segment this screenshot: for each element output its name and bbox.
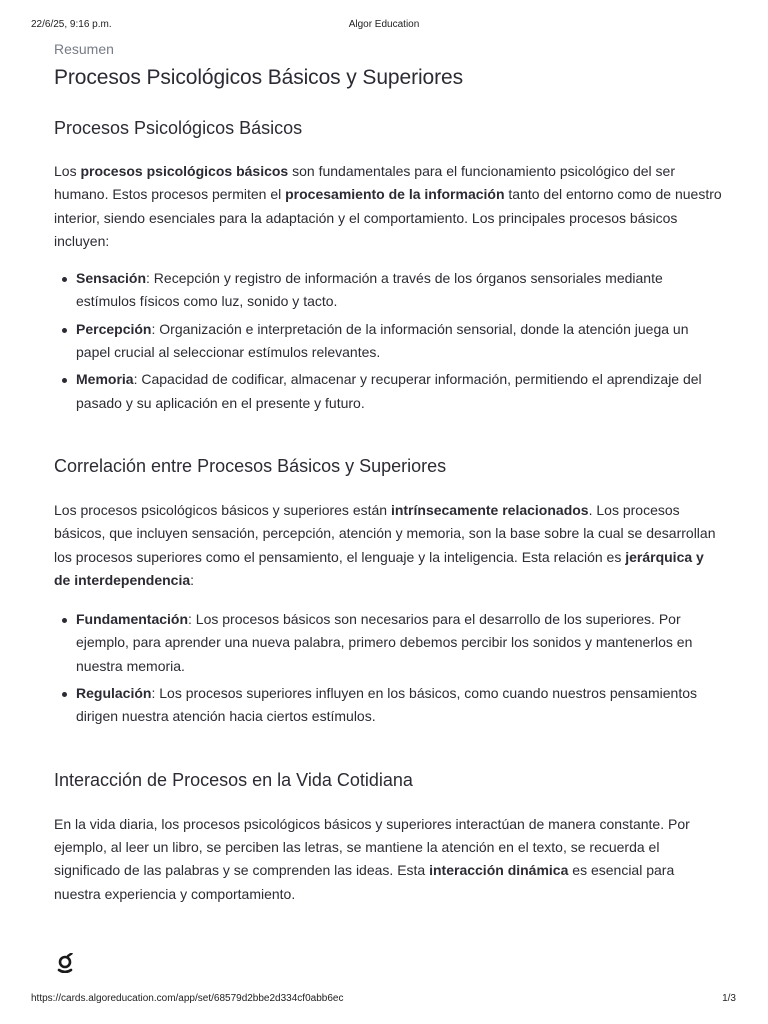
- section-heading-basicos: Procesos Psicológicos Básicos: [54, 118, 303, 138]
- list-basicos: [54, 267, 724, 415]
- section-heading-correlacion: Correlación entre Procesos Básicos y Superiores: [54, 455, 447, 476]
- print-header: [0, 19, 768, 33]
- paragraph-interaccion: En la vida diaria, los procesos psicológicos básicos y superiores interactúan de manera constante. Por ejemplo, al leer un libro, se perciben las letras, se mantiene la atención en el texto, se recuerda el significado de las palabras y se comprenden las ideas. Esta interacción dinámica es esencial para nuestra experiencia y comportamiento.: [54, 815, 690, 902]
- page-title: Procesos Psicológicos Básicos y Superiores: [54, 66, 463, 89]
- section-heading-interaccion: Interacción de Procesos en la Vida Cotidiana: [54, 769, 413, 790]
- print-datetime: 22/6/25, 9:16 p.m.: [31, 19, 112, 30]
- list-item: Memoria: Capacidad de codificar, almacenar y recuperar información, permitiendo el aprendizaje del pasado y su aplicación en el presente y futuro.: [54, 368, 724, 415]
- algor-logo-icon: [56, 953, 74, 978]
- list-correlacion: [54, 608, 724, 728]
- list-item: Fundamentación: Los procesos básicos son necesarios para el desarrollo de los superiores. Por ejemplo, para aprender una nueva palabra, primero debemos percibir los sonidos y mantenerlos en nuestra memoria.: [54, 608, 724, 678]
- section-kicker: Resumen: [54, 41, 114, 57]
- print-url: https://cards.algoreducation.com/app/set/68579d2bbe2d334cf0abb6ec: [31, 993, 344, 1004]
- paragraph-basicos: Los procesos psicológicos básicos son fundamentales para el funcionamiento psicológico del ser humano. Estos procesos permiten el procesamiento de la información tanto del entorno como de nuestro interior, siendo esenciales para la adaptación y el comportamiento. Los principales procesos básicos incluyen:: [54, 163, 722, 249]
- document-content: [54, 40, 724, 906]
- list-item: Percepción: Organización e interpretación de la información sensorial, donde la atención juega un papel crucial al seleccionar estímulos relevantes.: [54, 318, 724, 365]
- print-app-title: Algor Education: [348, 19, 420, 30]
- paragraph-correlacion: Los procesos psicológicos básicos y superiores están intrínsecamente relacionados. Los procesos básicos, que incluyen sensación, percepción, atención y memoria, son la base sobre la cual se desarrollan los procesos superiores como el pensamiento, el lenguaje y la inteligencia. Esta relación es jerárquica y de interdependencia:: [54, 501, 716, 588]
- page-number: 1/3: [722, 993, 736, 1004]
- print-footer: [0, 993, 768, 1007]
- list-item: Sensación: Recepción y registro de información a través de los órganos sensoriales mediante estímulos físicos como luz, sonido y tacto.: [54, 267, 724, 314]
- list-item: Regulación: Los procesos superiores influyen en los básicos, como cuando nuestros pensamientos dirigen nuestra atención hacia ciertos estímulos.: [54, 682, 724, 729]
